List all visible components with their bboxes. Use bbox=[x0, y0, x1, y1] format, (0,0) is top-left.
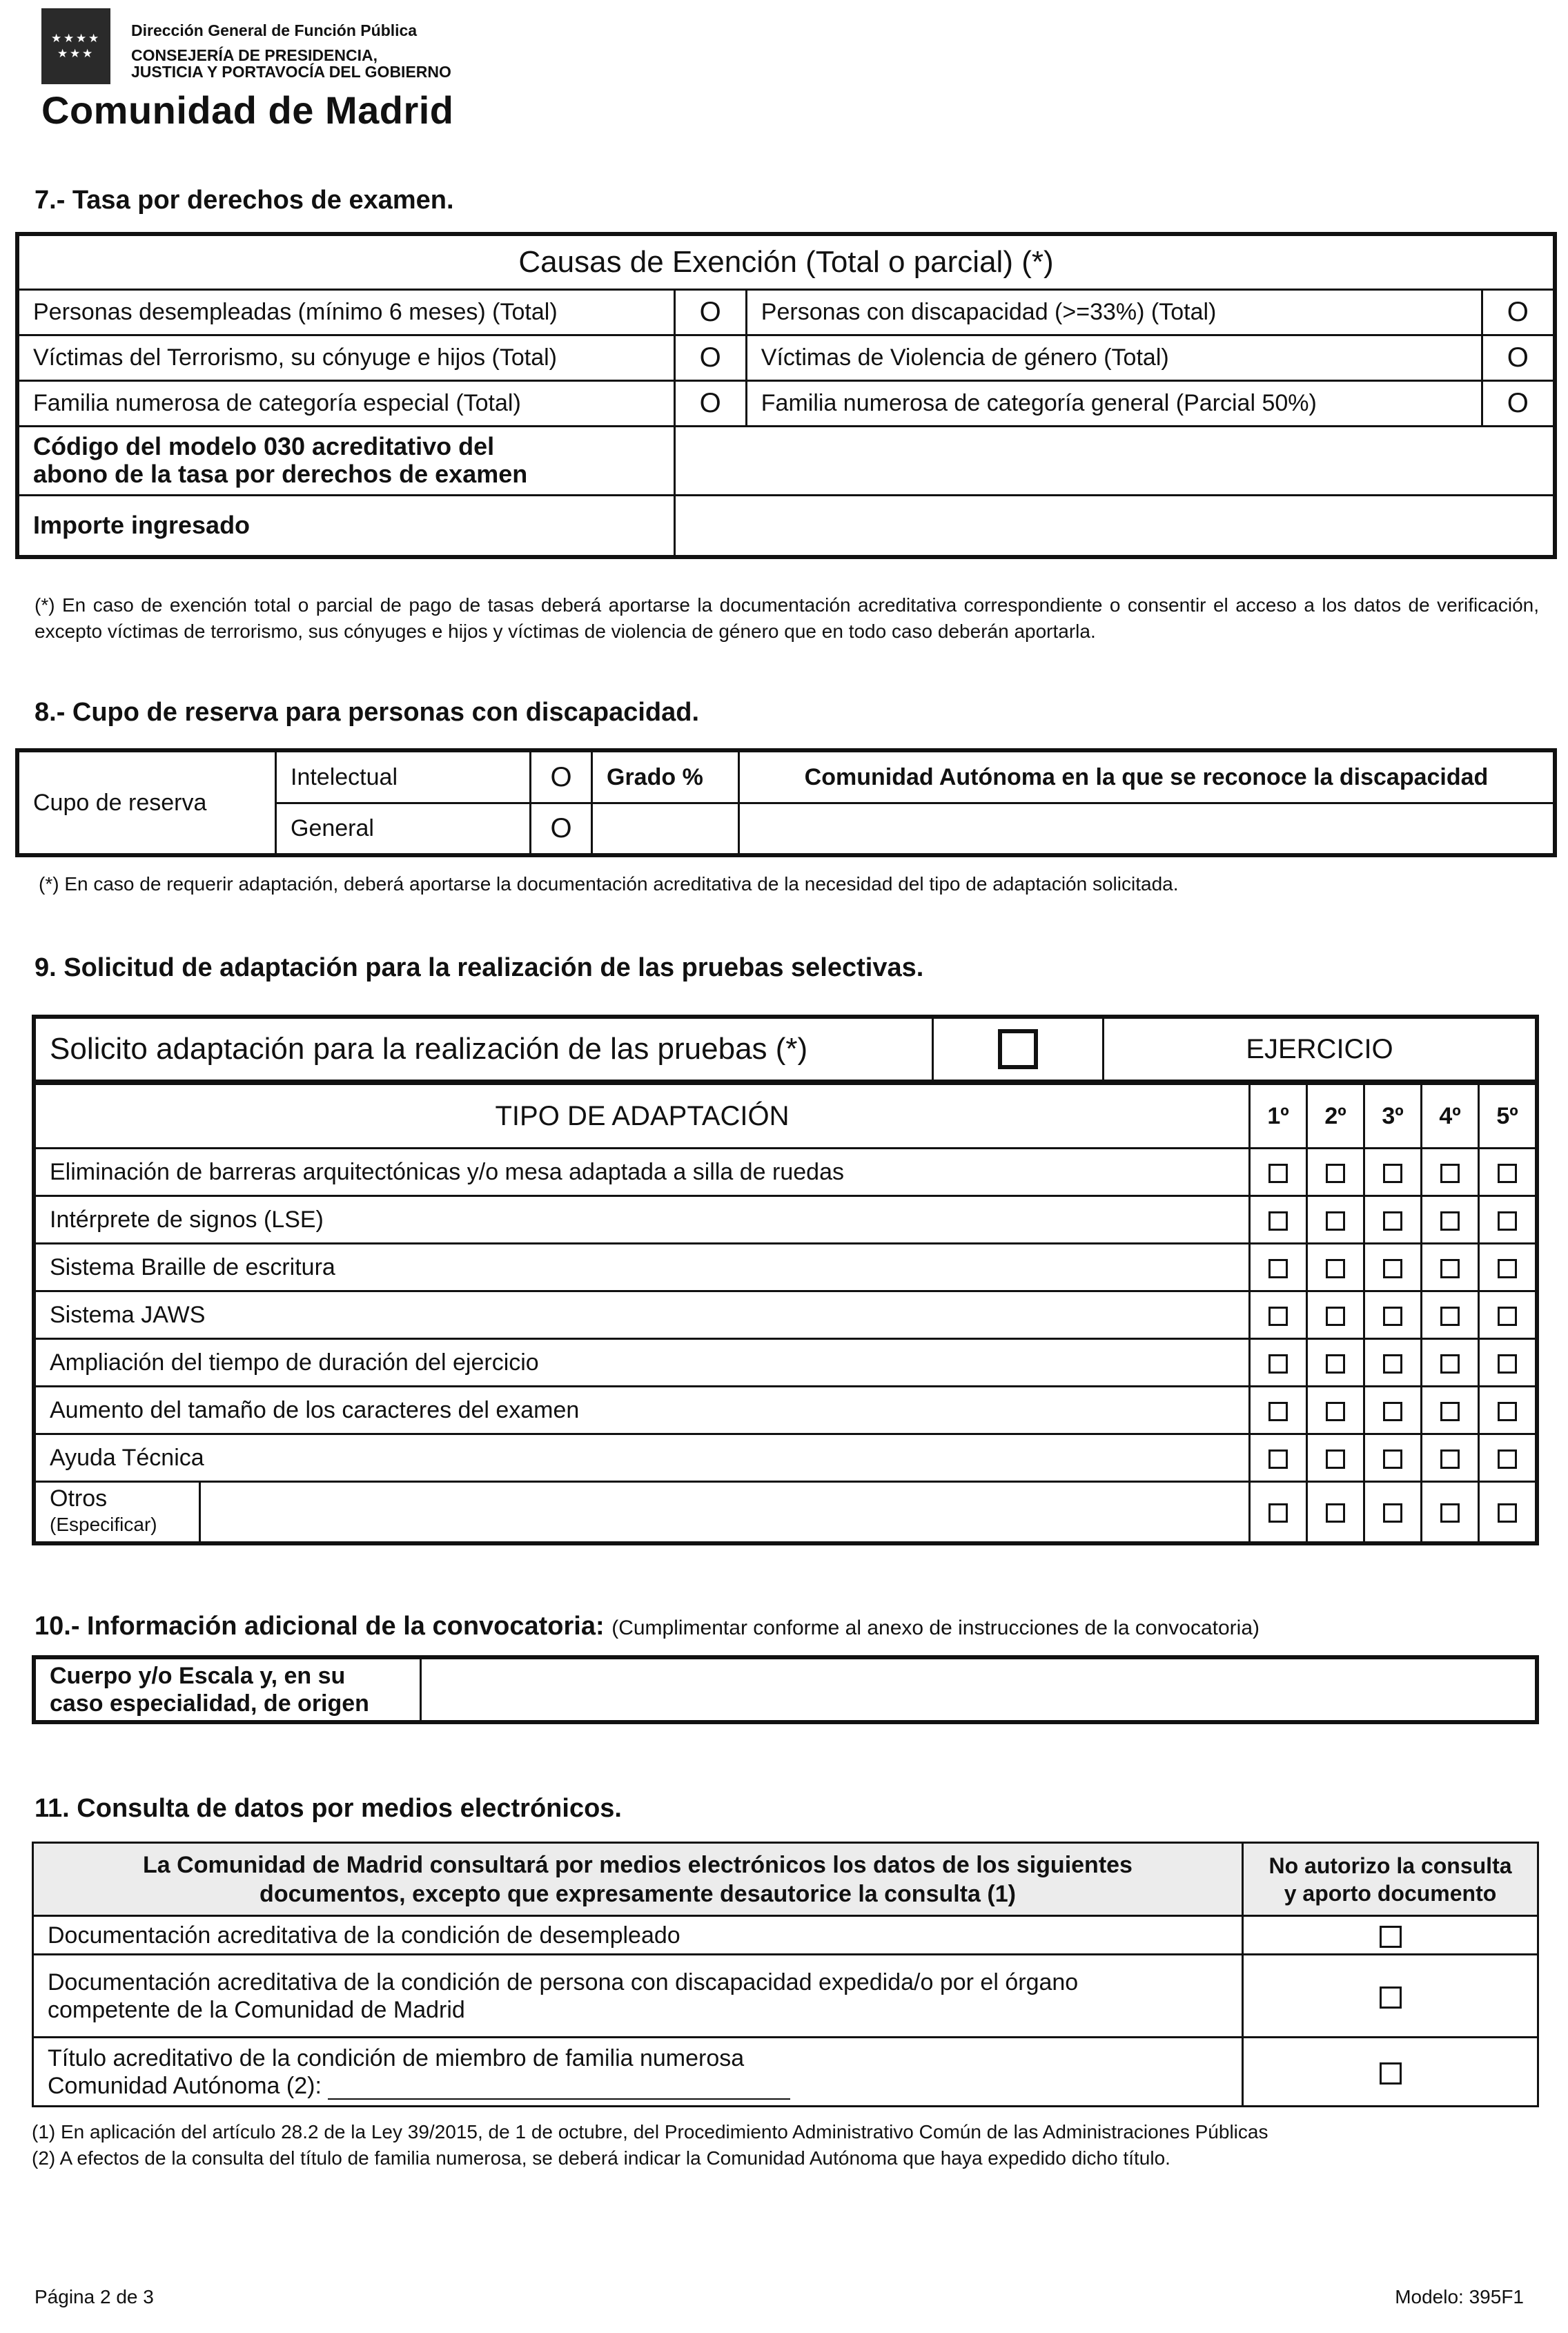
section-11-footnote-2: (2) A efectos de la consulta del título de familia numerosa, se deberá indicar la Comunidad Autónoma que haya expedido dicho título. bbox=[32, 2147, 1170, 2169]
ejercicio-checkbox[interactable] bbox=[1440, 1402, 1460, 1421]
ejercicio-checkbox[interactable] bbox=[1326, 1259, 1345, 1278]
ejercicio-checkbox[interactable] bbox=[1268, 1164, 1288, 1183]
solicito-label: Solicito adaptación para la realización de las pruebas (*) bbox=[34, 1017, 933, 1082]
ejercicio-header: EJERCICIO bbox=[1104, 1017, 1538, 1082]
cuerpo-table bbox=[32, 1655, 1539, 1724]
section-7-note: (*) En caso de exención total o parcial de pago de tasas deberá aportarse la documentación acreditativa correspondiente o consentir el acceso a los datos de verificación, excepto víctimas de terrorismo, sus cónyuges e hijos y víctimas de violencia de género que en todo caso deberán aportarla. bbox=[35, 594, 1539, 642]
cuerpo-label: Cuerpo y/o Escala y, en su caso especialidad, de origen bbox=[34, 1657, 421, 1722]
ejercicio-checkbox[interactable] bbox=[1326, 1503, 1345, 1523]
otros-field[interactable] bbox=[200, 1481, 1250, 1543]
adaptacion-table bbox=[32, 1081, 1539, 1545]
tipo-adaptacion-header: TIPO DE ADAPTACIÓN bbox=[34, 1083, 1250, 1148]
header-justicia: JUSTICIA Y PORTAVOCÍA DEL GOBIERNO bbox=[131, 63, 451, 81]
ejercicio-checkbox[interactable] bbox=[1498, 1402, 1517, 1421]
ejercicio-checkbox[interactable] bbox=[1498, 1307, 1517, 1326]
ejercicio-checkbox[interactable] bbox=[1326, 1164, 1345, 1183]
table-row bbox=[33, 2038, 1538, 2107]
ejercicio-checkbox[interactable] bbox=[1383, 1307, 1402, 1326]
exemption-left-label: Víctimas del Terrorismo, su cónyuge e hijos (Total) bbox=[17, 335, 674, 380]
consulta-row-label: Documentación acreditativa de la condición de persona con discapacidad expedida/o por el órgano competente de la Comunidad de Madrid bbox=[33, 1955, 1243, 2038]
ejercicio-checkbox[interactable] bbox=[1268, 1402, 1288, 1421]
ejercicio-checkbox[interactable] bbox=[1383, 1402, 1402, 1421]
exemption-radio[interactable]: O bbox=[674, 380, 746, 426]
consulta-table bbox=[32, 1842, 1539, 2107]
ejercicio-checkbox[interactable] bbox=[1268, 1354, 1288, 1374]
table-row bbox=[33, 1955, 1538, 2038]
ejercicio-checkbox[interactable] bbox=[1383, 1211, 1402, 1231]
ejercicio-checkbox[interactable] bbox=[1498, 1164, 1517, 1183]
ejercicio-checkbox[interactable] bbox=[1498, 1503, 1517, 1523]
section-10-title: 10.- Información adicional de la convocatoria: (Cumplimentar conforme al anexo de instrucciones de la convocatoria) bbox=[35, 1612, 1260, 1641]
ejercicio-2-header: 2º bbox=[1307, 1083, 1364, 1148]
table-row bbox=[34, 1434, 1537, 1481]
codigo-030-label: Código del modelo 030 acreditativo del abono de la tasa por derechos de examen bbox=[17, 426, 674, 495]
page-number: Página 2 de 3 bbox=[35, 2286, 154, 2307]
adaptacion-label: Sistema Braille de escritura bbox=[34, 1243, 1250, 1291]
no-autorizo-checkbox[interactable] bbox=[1380, 1926, 1402, 1948]
section-8-title: 8.- Cupo de reserva para personas con discapacidad. bbox=[35, 698, 700, 727]
section-10-subtitle: (Cumplimentar conforme al anexo de instrucciones de la convocatoria) bbox=[611, 1617, 1260, 1639]
table-row bbox=[34, 1291, 1537, 1338]
no-autorizo-checkbox[interactable] bbox=[1380, 2062, 1402, 2085]
ejercicio-checkbox[interactable] bbox=[1383, 1259, 1402, 1278]
ejercicio-checkbox[interactable] bbox=[1326, 1354, 1345, 1374]
adaptacion-label: Intérprete de signos (LSE) bbox=[34, 1195, 1250, 1243]
adaptacion-label: Ayuda Técnica bbox=[34, 1434, 1250, 1481]
ejercicio-checkbox[interactable] bbox=[1440, 1259, 1460, 1278]
adaptacion-label: Sistema JAWS bbox=[34, 1291, 1250, 1338]
section-11-title: 11. Consulta de datos por medios electrónicos. bbox=[35, 1794, 622, 1823]
table-row bbox=[34, 1386, 1537, 1434]
exemption-table bbox=[15, 232, 1557, 559]
solicito-checkbox[interactable] bbox=[998, 1029, 1038, 1069]
exemption-radio[interactable]: O bbox=[674, 289, 746, 335]
cupo-table bbox=[15, 748, 1557, 857]
ejercicio-checkbox[interactable] bbox=[1268, 1503, 1288, 1523]
consulta-header-left: La Comunidad de Madrid consultará por medios electrónicos los datos de los siguientes documentos, excepto que expresamente desautorice la consulta (1) bbox=[33, 1843, 1243, 1916]
ejercicio-checkbox[interactable] bbox=[1326, 1307, 1345, 1326]
ejercicio-checkbox[interactable] bbox=[1326, 1402, 1345, 1421]
table-row bbox=[34, 1243, 1537, 1291]
exemption-right-label: Familia numerosa de categoría general (Parcial 50%) bbox=[746, 380, 1482, 426]
otros-label: Otros (Especificar) bbox=[34, 1481, 200, 1543]
adaptacion-label: Ampliación del tiempo de duración del ejercicio bbox=[34, 1338, 1250, 1386]
exemption-left-label: Familia numerosa de categoría especial (Total) bbox=[17, 380, 674, 426]
ejercicio-checkbox[interactable] bbox=[1440, 1164, 1460, 1183]
table-row bbox=[34, 1481, 1537, 1543]
page-header bbox=[41, 8, 525, 146]
header-consejeria: CONSEJERÍA DE PRESIDENCIA, bbox=[131, 46, 378, 64]
ejercicio-checkbox[interactable] bbox=[1383, 1354, 1402, 1374]
section-8-note: (*) En caso de requerir adaptación, deberá aportarse la documentación acreditativa de la necesidad del tipo de adaptación solicitada. bbox=[39, 873, 1179, 895]
solicito-checkbox-cell[interactable] bbox=[933, 1017, 1104, 1082]
grado-header: Grado % bbox=[592, 750, 739, 803]
ejercicio-checkbox[interactable] bbox=[1326, 1449, 1345, 1469]
consulta-row-label: Documentación acreditativa de la condición de desempleado bbox=[33, 1916, 1243, 1955]
importe-label: Importe ingresado bbox=[17, 495, 674, 557]
ejercicio-checkbox[interactable] bbox=[1268, 1211, 1288, 1231]
consulta-row-label: Título acreditativo de la condición de miembro de familia numerosa Comunidad Autónoma (2): bbox=[33, 2038, 1243, 2107]
table-row bbox=[17, 380, 1555, 426]
ejercicio-checkbox[interactable] bbox=[1440, 1449, 1460, 1469]
ejercicio-3-header: 3º bbox=[1364, 1083, 1422, 1148]
madrid-flag-logo: ★ ★ ★ ★ ★ ★ ★ bbox=[41, 8, 110, 84]
exemption-table-title: Causas de Exención (Total o parcial) (*) bbox=[17, 234, 1555, 289]
ejercicio-checkbox[interactable] bbox=[1498, 1211, 1517, 1231]
cuerpo-field[interactable] bbox=[421, 1657, 1538, 1722]
codigo-030-field[interactable] bbox=[674, 426, 1555, 495]
comunidad-field[interactable] bbox=[739, 803, 1556, 855]
exemption-radio[interactable]: O bbox=[1482, 289, 1555, 335]
exemption-left-label: Personas desempleadas (mínimo 6 meses) (Total) bbox=[17, 289, 674, 335]
ejercicio-checkbox[interactable] bbox=[1383, 1503, 1402, 1523]
ejercicio-checkbox[interactable] bbox=[1440, 1503, 1460, 1523]
adaptacion-label: Aumento del tamaño de los caracteres del examen bbox=[34, 1386, 1250, 1434]
table-row bbox=[34, 1195, 1537, 1243]
general-radio[interactable]: O bbox=[531, 803, 592, 855]
ejercicio-checkbox[interactable] bbox=[1268, 1307, 1288, 1326]
section-7-title: 7.- Tasa por derechos de examen. bbox=[35, 186, 454, 215]
ejercicio-checkbox[interactable] bbox=[1268, 1449, 1288, 1469]
ejercicio-checkbox[interactable] bbox=[1498, 1354, 1517, 1374]
grado-field[interactable] bbox=[592, 803, 739, 855]
table-row bbox=[34, 1338, 1537, 1386]
general-label: General bbox=[276, 803, 531, 855]
header-direccion: Dirección General de Función Pública bbox=[131, 21, 418, 39]
table-row bbox=[33, 1916, 1538, 1955]
ejercicio-checkbox[interactable] bbox=[1440, 1211, 1460, 1231]
intelectual-label: Intelectual bbox=[276, 750, 531, 803]
ejercicio-4-header: 4º bbox=[1422, 1083, 1479, 1148]
ejercicio-checkbox[interactable] bbox=[1268, 1259, 1288, 1278]
ejercicio-checkbox[interactable] bbox=[1383, 1449, 1402, 1469]
no-autorizo-checkbox[interactable] bbox=[1380, 1987, 1402, 2009]
table-row bbox=[17, 335, 1555, 380]
exemption-radio[interactable]: O bbox=[674, 335, 746, 380]
comunidad-autonoma-field[interactable] bbox=[328, 2078, 790, 2100]
ejercicio-5-header: 5º bbox=[1479, 1083, 1538, 1148]
ejercicio-checkbox[interactable] bbox=[1326, 1211, 1345, 1231]
comunidad-header: Comunidad Autónoma en la que se reconoce la discapacidad bbox=[739, 750, 1556, 803]
consulta-header-right: No autorizo la consulta y aporto documento bbox=[1243, 1843, 1538, 1916]
solicito-table bbox=[32, 1015, 1539, 1084]
exemption-radio[interactable]: O bbox=[1482, 380, 1555, 426]
ejercicio-checkbox[interactable] bbox=[1440, 1307, 1460, 1326]
section-9-title: 9. Solicitud de adaptación para la realización de las pruebas selectivas. bbox=[35, 953, 924, 982]
modelo-label: Modelo: 395F1 bbox=[1395, 2286, 1524, 2307]
exemption-right-label: Personas con discapacidad (>=33%) (Total) bbox=[746, 289, 1482, 335]
exemption-right-label: Víctimas de Violencia de género (Total) bbox=[746, 335, 1482, 380]
section-11-footnote-1: (1) En aplicación del artículo 28.2 de la Ley 39/2015, de 1 de octubre, del Procedimiento Administrativo Común de las Administraciones Públicas bbox=[32, 2121, 1268, 2142]
intelectual-radio[interactable]: O bbox=[531, 750, 592, 803]
importe-field[interactable] bbox=[674, 495, 1555, 557]
exemption-radio[interactable]: O bbox=[1482, 335, 1555, 380]
ejercicio-1-header: 1º bbox=[1250, 1083, 1307, 1148]
brand-name: Comunidad de Madrid bbox=[41, 88, 454, 132]
ejercicio-checkbox[interactable] bbox=[1440, 1354, 1460, 1374]
ejercicio-checkbox[interactable] bbox=[1383, 1164, 1402, 1183]
adaptacion-label: Eliminación de barreras arquitectónicas y/o mesa adaptada a silla de ruedas bbox=[34, 1148, 1250, 1195]
ejercicio-checkbox[interactable] bbox=[1498, 1449, 1517, 1469]
table-row bbox=[34, 1148, 1537, 1195]
cupo-label: Cupo de reserva bbox=[17, 750, 276, 855]
ejercicio-checkbox[interactable] bbox=[1498, 1259, 1517, 1278]
table-row bbox=[17, 289, 1555, 335]
